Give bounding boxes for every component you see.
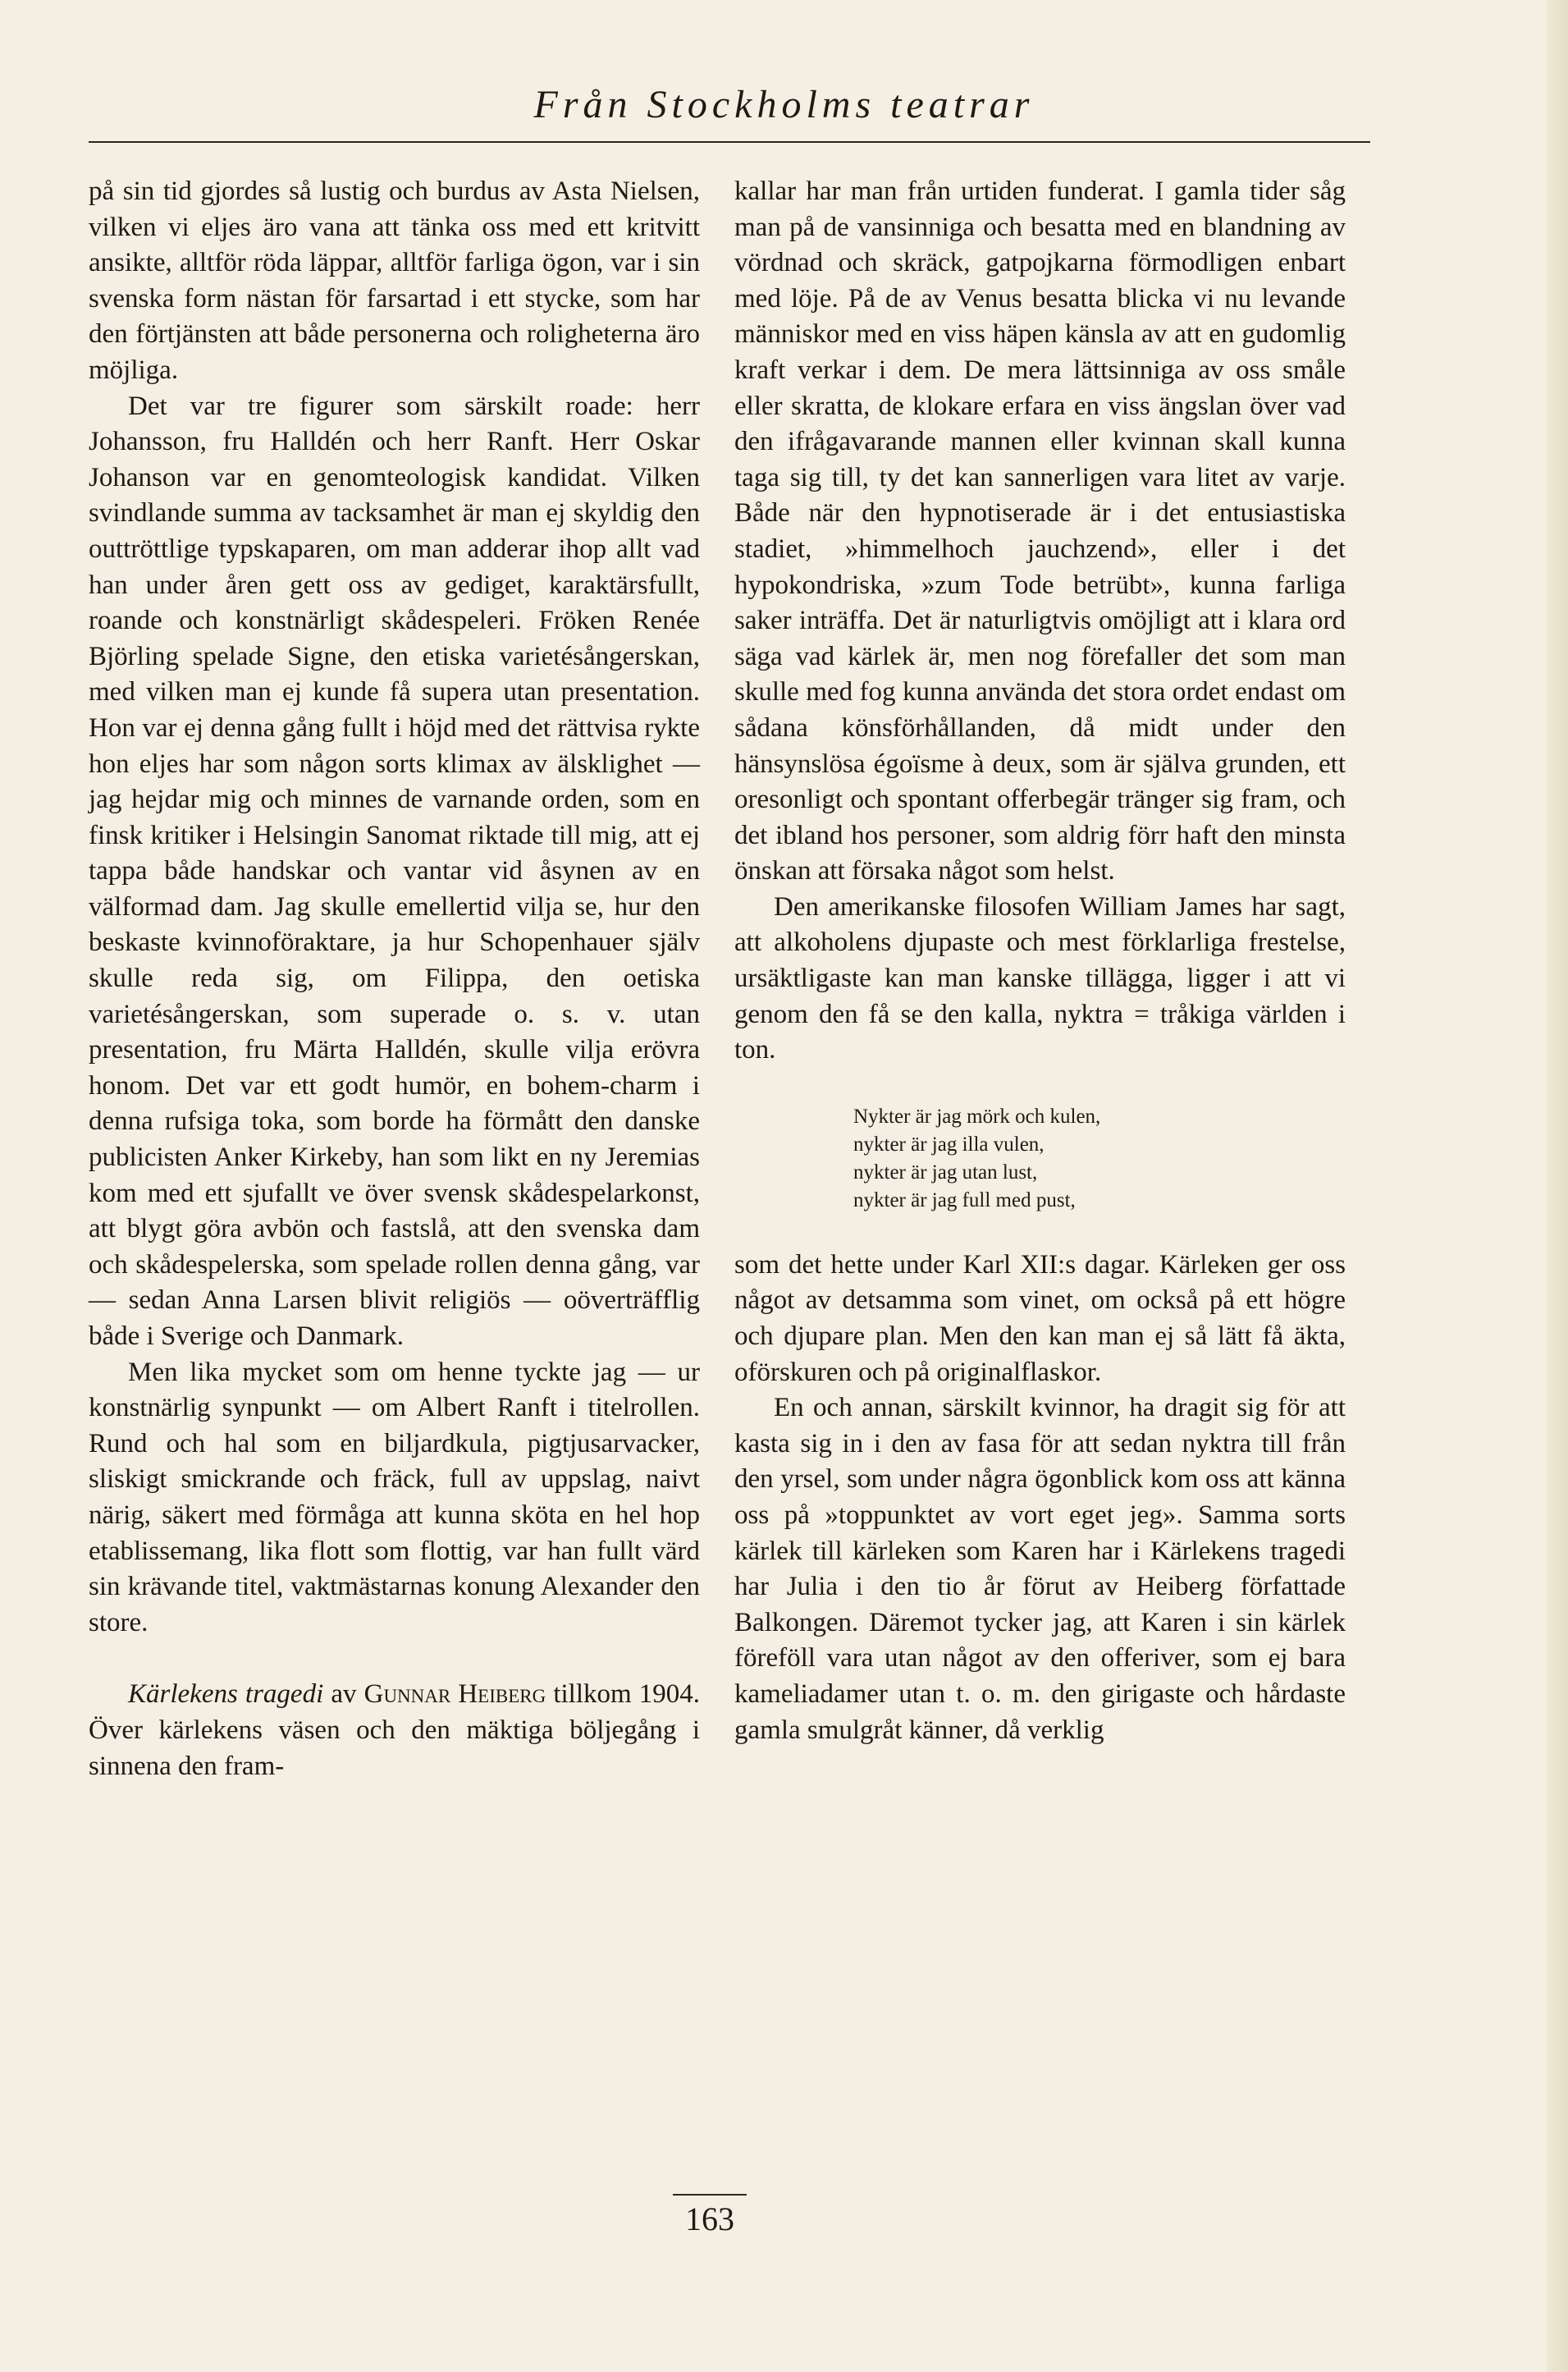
page-number: 163: [685, 2200, 734, 2237]
author-name: Gunnar Heiberg: [363, 1679, 546, 1710]
play-title: Kärlekens tragedi: [128, 1679, 324, 1710]
left-paragraph-3: Men lika mycket som om henne tyckte jag — ur konstnärlig synpunkt — om Albert Ranft i titelrollen. Rund och hal som en biljardkula, pigtjusarvacker, sliskigt smickrande och fräck, full av uppslag, naivt närig, säkert med förmåga att kunna sköta en hel hop etablissemang, lika flott som flottig, var han fullt värd sin krävande titel, vaktmästarnas konung Alexander den store.: [89, 1357, 700, 1637]
header-rule: [89, 141, 1370, 143]
right-column: [734, 174, 1346, 1748]
right-paragraph-4: En och annan, särskilt kvinnor, ha dragit sig för att kasta sig in i den av fasa för att sedan nyktra till från den yrsel, som under några ögonblick kom oss att känna oss på »toppunktet av vort eget jeg». Samma sorts kärlek till kärleken som Karen har i Kärlekens tragedi har Julia i den tio år förut av Heiberg författade Balkongen. Däremot tycker jag, att Karen i sin kärlek föreföll vara utan något av den offeriver, som ej bara kameliadamer utan t. o. m. den girigaste och hårdaste gamla smulgråt känner, då verklig: [734, 1393, 1346, 1745]
left-paragraph-2: Det var tre figurer som särskilt roade: herr Johansson, fru Halldén och herr Ranft. Herr Oskar Johanson var en genomteologisk kandidat. Vilken svindlande summa av tacksamhet är man ej skyldig den outtröttlige typskaparen, om man adderar ihop allt vad han under åren gett oss av gediget, karaktärsfullt, roande och konstnärligt skådespeleri. Fröken Renée Björling spelade Signe, den etiska varietésångerskan, med vilken man ej kunde få supera utan presentation. Hon var ej denna gång fullt i höjd med det rättvisa rykte hon eljes har som någon sorts klimax av älsklighet — jag hejdar mig och minnes de varnande orden, som en finsk kritiker i Helsingin Sanomat riktade till mig, att ej tappa både handskar och vantar vid åsynen av en välformad dam. Jag skulle emellertid vilja se, hur den beskaste kvinnoföraktare, ja hur Schopenhauer själv skulle reda sig, om Filippa, den oetiska varietésångerskan, som superade o. s. v. utan presentation, fru Märta Halldén, skulle vilja erövra honom. Det var ett godt humör, en bohem-charm i denna rufsiga toka, som borde ha förmått den danske publicisten Anker Kirkeby, han som likt en ny Jeremias kom med ett sjufallt ve över svensk skådespelarkonst, att blygt göra avbön och fastslå, att den svenska dam och skådespelerska, som spelade rollen denna gång, var — sedan Anna Larsen blivit religiös — oöverträfflig både i Sverige och Danmark.: [89, 391, 700, 1351]
byline-word: av: [331, 1679, 357, 1710]
left-paragraph-4-text: tillkom 1904. Över kärlekens väsen och den mäktiga böljegång i sinnena den fram-: [89, 1679, 701, 1781]
poem-line: Nykter är jag mörk och kulen,: [853, 1105, 1101, 1128]
right-paragraph-2: Den amerikanske filosofen William James har sagt, att alkoholens djupaste och mest förklarliga frestelse, ursäktligaste kan man kanske tillägga, ligger i att vi genom den få se den kalla, nyktra = tråkiga världen i ton.: [734, 891, 1346, 1065]
poem-line: nykter är jag utan lust,: [853, 1161, 1038, 1184]
right-paragraph-1: kallar har man från urtiden funderat. I gamla tider såg man på de vansinniga och besatta med en blandning av vördnad och skräck, gatpojkarna förmodligen enbart med löje. På de av Venus besatta blicka vi nu levande människor med en viss häpen känsla av att en gudomlig kraft verkar i dem. De mera lättsinniga av oss småle eller skratta, de klokare erfara en viss ängslan över vad den ifrågavarande mannen eller kvinnan skall kunna taga sig till, ty det kan sannerligen vara litet av varje. Både när den hypnotiserade är i det entusiastiska stadiet, »himmelhoch jauchzend», eller i det hypokondriska, »zum Tode betrübt», kunna farliga saker inträffa. Det är naturligtvis omöjligt att i klara ord säga vad kärlek är, men nog förefaller det som man skulle med fog kunna använda det stora ordet endast om sådana könsförhållanden, då midt under den hänsynslösa égoïsme à deux, som är själva grunden, ett oresonligt och spontant offerbegär tränger sig fram, och det ibland hos personer, som aldrig förr haft den minsta önskan att försaka något som helst.: [734, 176, 1346, 886]
page-edge: [1547, 0, 1568, 2372]
left-paragraph-4: [89, 1677, 700, 1784]
folio-rule: [673, 2194, 747, 2196]
left-column: [89, 174, 700, 1784]
poem-line: nykter är jag illa vulen,: [853, 1133, 1045, 1156]
right-paragraph-3: som det hette under Karl XII:s dagar. Kärleken ger oss något av detsamma som vinet, om också på ett högre och djupare plan. Men den kan man ej så lätt få äkta, oförskuren och på originalflaskor.: [734, 1249, 1346, 1387]
poem-quote: [853, 1103, 1346, 1215]
poem-line: nykter är jag full med pust,: [853, 1188, 1076, 1211]
left-paragraph-1: på sin tid gjordes så lustig och burdus av Asta Nielsen, vilken vi eljes äro vana att tänka oss med ett kritvitt ansikte, alltför röda läppar, alltför farliga ögon, var i sin svenska form nästan för farsartad i ett stycke, som har den förtjänsten att både personerna och roligheterna äro möjliga.: [89, 176, 700, 385]
running-title: Från Stockholms teatrar: [533, 83, 1035, 126]
